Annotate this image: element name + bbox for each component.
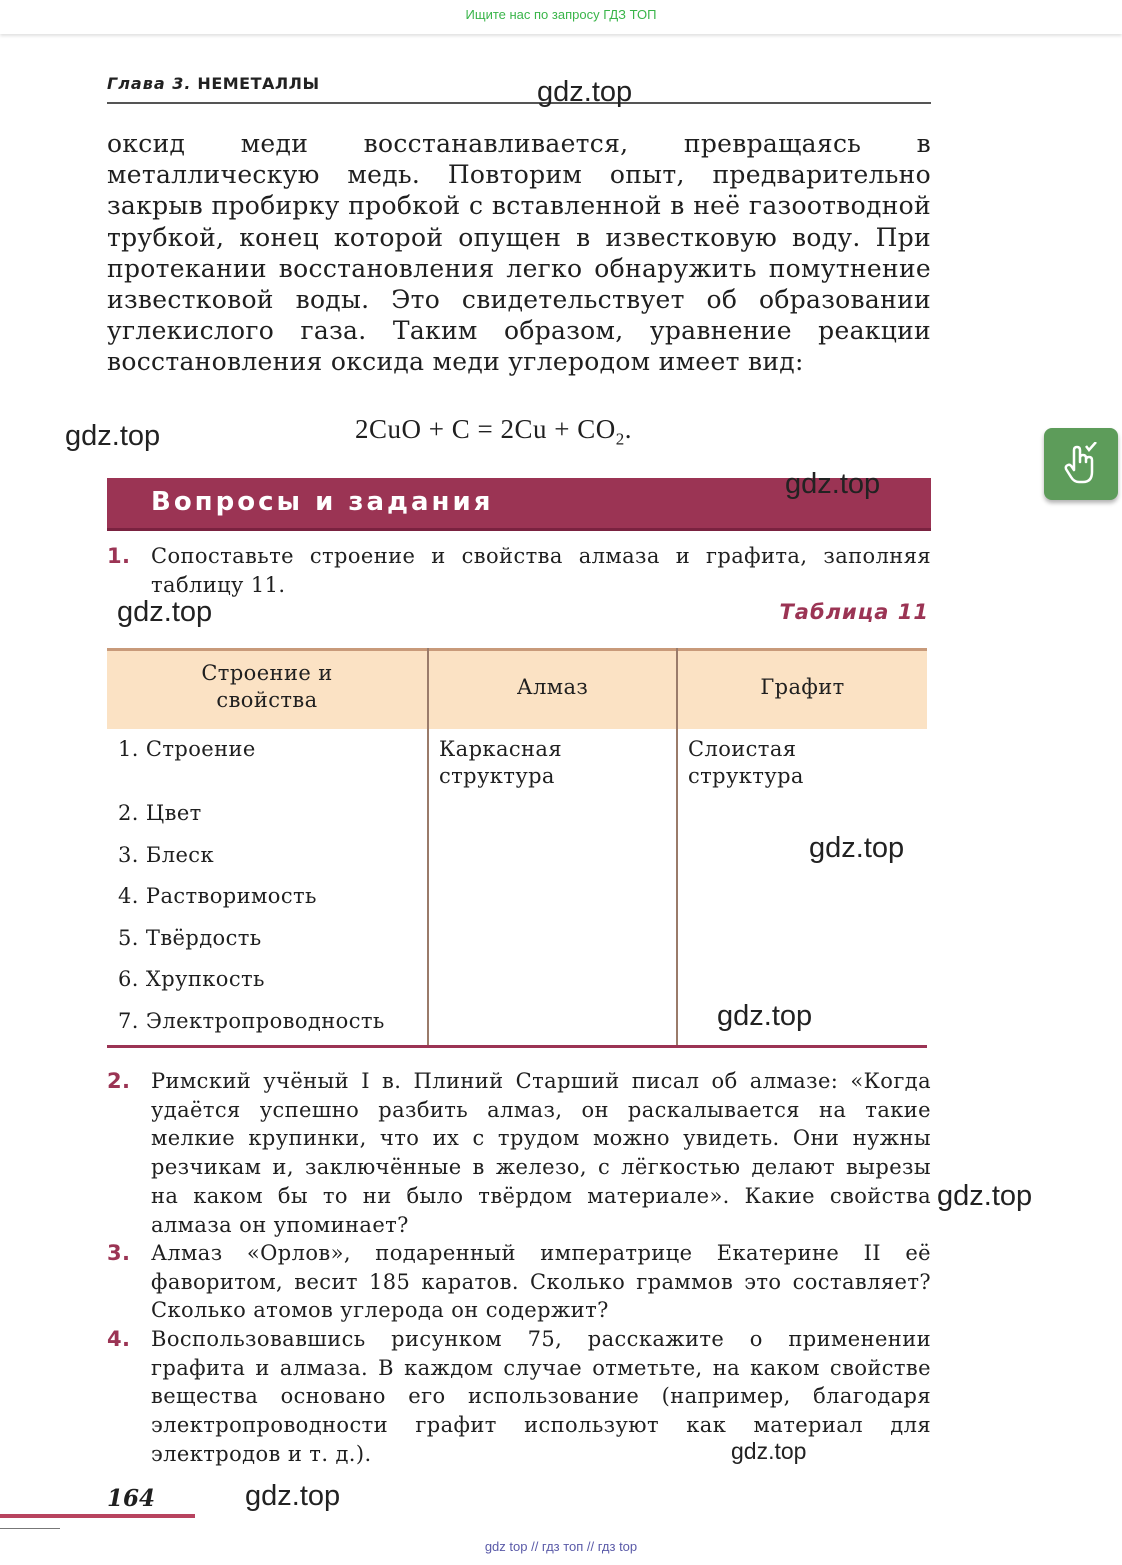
table-divider (676, 648, 678, 1048)
table-header-graphite: Графит (760, 675, 845, 699)
chapter-label: Глава 3. (107, 74, 192, 93)
hand-pointer-button[interactable] (1044, 428, 1118, 500)
chapter-title: НЕМЕТАЛЛЫ (197, 74, 320, 93)
body-paragraph: оксид меди восстанавливается, превращаясь в металлическую медь. Повторим опыт, предварительно закрыв пробирку пробкой с вставленной в неё газоотводной трубкой, конец которой опущен в известковую воду. При протекании восстановления легко обнаружить помутнение известковой воды. Это свидетельствует об образовании углекислого газа. Таким образом, уравнение реакции восстановления оксида меди углеродом имеет вид: (107, 129, 931, 377)
question-number: 3. (107, 1241, 131, 1265)
equation-main: 2CuO + C = 2Cu + CO (355, 414, 616, 444)
table-row-label: 7. Электропроводность (118, 1009, 385, 1033)
top-banner (0, 0, 1122, 34)
table-bottom-border (107, 1045, 927, 1048)
section-title: Вопросы и задания (151, 487, 494, 517)
table-row-label: 4. Растворимость (118, 884, 317, 908)
table-row-label: 3. Блеск (118, 843, 214, 867)
comparison-table (107, 648, 927, 1048)
table-row-label: 5. Твёрдость (118, 926, 262, 950)
question-number: 2. (107, 1069, 131, 1093)
chapter-header (107, 74, 931, 104)
table-header-diamond: Алмаз (516, 675, 589, 699)
hand-pointer-icon (1062, 442, 1100, 486)
watermark: gdz.top (65, 420, 161, 452)
watermark: gdz.top (245, 1480, 341, 1512)
watermark: gdz.top (731, 1438, 807, 1464)
question-text: Римский учёный I в. Плиний Старший писал об алмазе: «Когда удаётся успешно разбить алмаз, он раскалывается на такие мелкие крупинки, что их с трудом можно увидеть. Они нужны резчикам и, заключённые в железо, с лёгкостью делают вырезы на каком бы то ни было твёрдом материале». Какие свойства алмаза он упоминает? (151, 1069, 931, 1237)
equation-subscript: 2 (615, 429, 625, 449)
table-row-label: 2. Цвет (118, 801, 202, 825)
footer-text: gdz top // гдз топ // гдз top (484, 1539, 638, 1554)
table-caption: Таблица 11 (779, 600, 929, 624)
watermark: gdz.top (937, 1180, 1033, 1212)
table-row-label: 6. Хрупкость (118, 967, 265, 991)
question-item (107, 1325, 931, 1469)
question-text: Воспользовавшись рисунком 75, расскажите о применении графита и алмаза. В каждом случае отметьте, на каком свойстве вещества основано его использование (например, благодаря электропроводности графит используют как материал для электродов и т. д.). (151, 1327, 931, 1466)
top-banner-text: Ищите нас по запросу ГДЗ ТОП (465, 7, 657, 22)
watermark: gdz.top (785, 468, 881, 500)
page-corner-line (0, 1528, 60, 1529)
equation-end: . (624, 414, 632, 444)
page-number: 164 (107, 1485, 156, 1512)
table-divider (427, 648, 429, 1048)
watermark: gdz.top (537, 76, 633, 108)
diamond-structure-cell: Каркасная структура (439, 737, 562, 788)
question-number: 4. (107, 1327, 131, 1351)
watermark: gdz.top (809, 832, 905, 864)
question-item (107, 1067, 931, 1239)
question-item (107, 542, 931, 599)
reaction-equation (355, 414, 632, 449)
question-item (107, 1239, 931, 1325)
graphite-structure-cell: Слоистая структура (688, 737, 804, 788)
table-row-label: 1. Строение (118, 737, 256, 761)
question-text: Алмаз «Орлов», подаренный императрице Екатерине II её фаворитом, весит 185 каратов. Сколько граммов это составляет? Сколько атомов углерода он содержит? (151, 1241, 931, 1323)
watermark: gdz.top (717, 1000, 813, 1032)
watermark: gdz.top (117, 596, 213, 628)
question-text: Сопоставьте строение и свойства алмаза и графита, заполняя таблицу 11. (151, 544, 931, 597)
table-header-properties: Строение и свойства (201, 661, 333, 712)
question-number: 1. (107, 544, 131, 568)
page-number-bar (0, 1514, 195, 1518)
